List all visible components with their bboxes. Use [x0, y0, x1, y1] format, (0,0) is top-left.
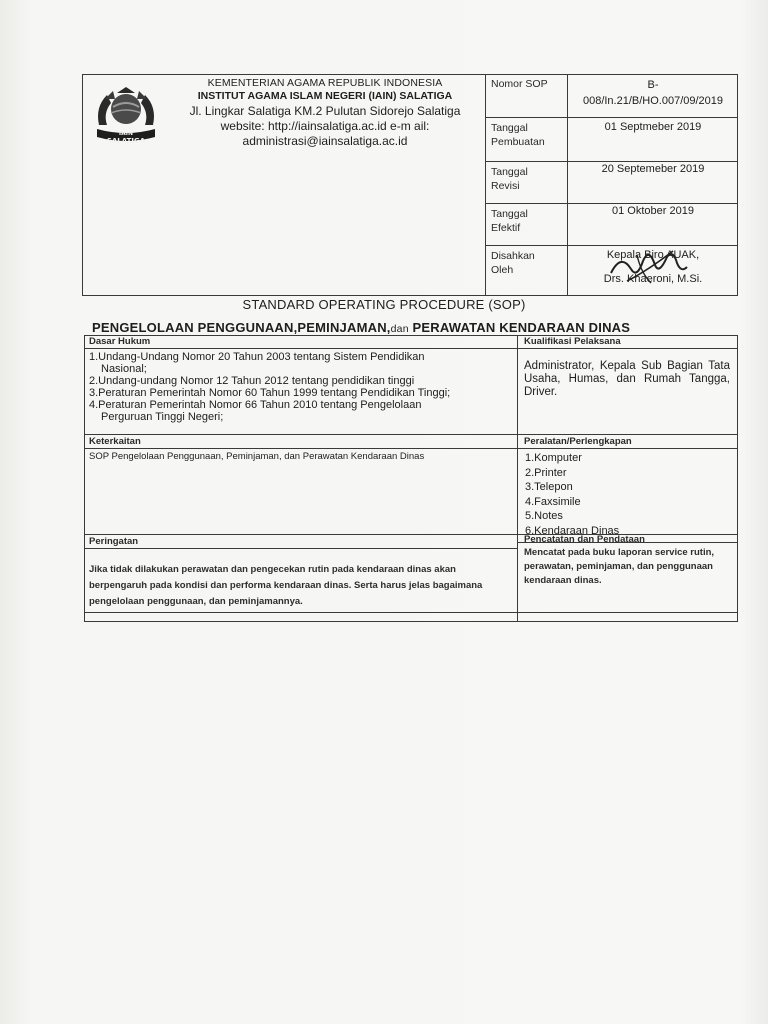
sop-subtitle	[92, 320, 732, 335]
tanggal-efektif-label	[491, 207, 563, 235]
iain-salatiga-logo-icon	[91, 85, 161, 147]
list-item	[89, 351, 513, 375]
tanggal-revisi-value: 20 Septemeber 2019	[601, 163, 705, 175]
keterkaitan-text: SOP Pengelolaan Penggunaan, Peminjaman, dan Perawatan Kendaraan Dinas	[89, 451, 425, 462]
institute-address: Jl. Lingkar Salatiga KM.2 Pulutan Sidorejo Salatiga	[189, 104, 461, 118]
tanggal-revisi-label-line1: Tanggal	[491, 166, 528, 178]
peralatan-heading: Peralatan/Perlengkapan	[524, 436, 632, 447]
dasar-hukum-list	[89, 351, 513, 423]
list-item: 6.Kendaraan Dinas	[525, 524, 620, 537]
sop-subtitle-part2: PERAWATAN KENDARAAN DINAS	[408, 320, 631, 335]
list-item: 3.Telepon	[525, 481, 573, 493]
tanggal-pembuatan-value: 01 Septmeber 2019	[604, 121, 702, 133]
institute-email: administrasi@iainsalatiga.ac.id	[242, 134, 408, 148]
tanggal-pembuatan-label	[491, 121, 563, 149]
pencatatan-heading: Pencatatan dan Pendataan	[524, 534, 645, 545]
institute-name: INSTITUT AGAMA ISLAM NEGERI (IAIN) SALATIGA	[197, 90, 453, 102]
dasar-hukum-heading: Dasar Hukum	[89, 336, 151, 347]
meta-label-divider	[567, 75, 568, 295]
institution-info	[167, 75, 483, 148]
list-item: 2.Printer	[525, 466, 567, 479]
dasar-hukum-item-text: 3.Peraturan Pemerintah Nomor 60 Tahun 1999 tentang Pendidikan Tinggi;	[89, 387, 451, 399]
handwritten-signature-icon	[607, 243, 691, 287]
ministry-name: KEMENTERIAN AGAMA REPUBLIK INDONESIA	[207, 77, 443, 89]
table-row-divider	[85, 548, 517, 549]
kualifikasi-heading: Kualifikasi Pelaksana	[524, 336, 621, 347]
kualifikasi-text: Administrator, Kepala Sub Bagian Tata Usaha, Humas, dan Rumah Tangga, Driver.	[524, 360, 730, 398]
disahkan-oleh-label	[491, 249, 563, 277]
svg-text:SALATIGA: SALATIGA	[106, 137, 146, 145]
nomor-sop-value-line1: B-	[647, 79, 659, 91]
dasar-hukum-item-continuation: Perguruan Tinggi Negeri;	[101, 411, 224, 423]
header-divider	[485, 75, 486, 295]
sop-detail-table	[84, 335, 738, 622]
dasar-hukum-item-text: 2.Undang-undang Nomor 12 Tahun 2012 tentang pendidikan tinggi	[89, 375, 415, 387]
list-item	[89, 399, 513, 423]
disahkan-oleh-label-line2: Oleh	[491, 264, 514, 276]
tanggal-pembuatan-label-line2: Pembuatan	[491, 136, 545, 148]
peralatan-list	[525, 451, 725, 538]
table-row-divider	[85, 612, 737, 613]
list-item	[89, 387, 513, 399]
tanggal-revisi-label	[491, 165, 563, 193]
table-row-divider	[85, 434, 737, 435]
list-item: 4.Faxsimile	[525, 495, 581, 508]
peringatan-heading: Peringatan	[89, 536, 139, 547]
nomor-sop-value	[573, 77, 733, 109]
tanggal-efektif-label-line1: Tanggal	[491, 208, 528, 220]
nomor-sop-value-line2: 008/In.21/B/HO.007/09/2019	[582, 95, 724, 107]
tanggal-pembuatan-label-line1: Tanggal	[491, 122, 528, 134]
sop-header-box	[82, 74, 738, 296]
list-item: 5.Notes	[525, 510, 563, 522]
dasar-hukum-item-text: 1.Undang-Undang Nomor 20 Tahun 2003 tentang Sistem Pendidikan	[89, 351, 425, 363]
svg-text:IAIN: IAIN	[118, 130, 134, 137]
disahkan-oleh-title: Kepala Biro AUAK,	[606, 249, 700, 261]
disahkan-oleh-name: Drs. Khaeroni, M.Si.	[603, 273, 703, 285]
tanggal-efektif-label-line2: Efektif	[491, 222, 521, 234]
tanggal-efektif-value: 01 Oktober 2019	[612, 205, 694, 217]
nomor-sop-label: Nomor SOP	[491, 78, 548, 90]
pencatatan-text: Mencatat pada buku laporan service rutin, perawatan, peminjaman, dan penggunaan kendaraan dinas.	[524, 547, 715, 586]
institute-website: website: http://iainsalatiga.ac.id e-m ail:	[220, 119, 430, 133]
disahkan-oleh-label-line1: Disahkan	[491, 250, 535, 262]
peringatan-text: Jika tidak dilakukan perawatan dan pengecekan rutin pada kendaraan dinas akan berpengaruh pada kondisi dan performa kendaraan dinas. Serta harus jelas bagaimana pengelolaan penggunaan, dan peminjamannya.	[89, 564, 483, 607]
meta-row-divider	[485, 117, 737, 118]
sop-subtitle-part1: PENGELOLAAN PENGGUNAAN,PEMINJAMAN,	[92, 320, 391, 335]
table-row-divider	[85, 348, 737, 349]
table-column-divider	[517, 336, 518, 621]
sop-title: STANDARD OPERATING PROCEDURE (SOP)	[242, 297, 526, 312]
sop-subtitle-conjunction: dan	[390, 323, 409, 335]
table-row-divider	[85, 448, 737, 449]
dasar-hukum-item-text: 4.Peraturan Pemerintah Nomor 66 Tahun 2010 tentang Pengelolaan	[89, 399, 422, 411]
dasar-hukum-item-continuation: Nasional;	[101, 363, 147, 375]
list-item: 1.Komputer	[525, 452, 582, 464]
tanggal-revisi-label-line2: Revisi	[491, 180, 520, 192]
keterkaitan-heading: Keterkaitan	[89, 436, 141, 447]
list-item	[89, 375, 513, 387]
